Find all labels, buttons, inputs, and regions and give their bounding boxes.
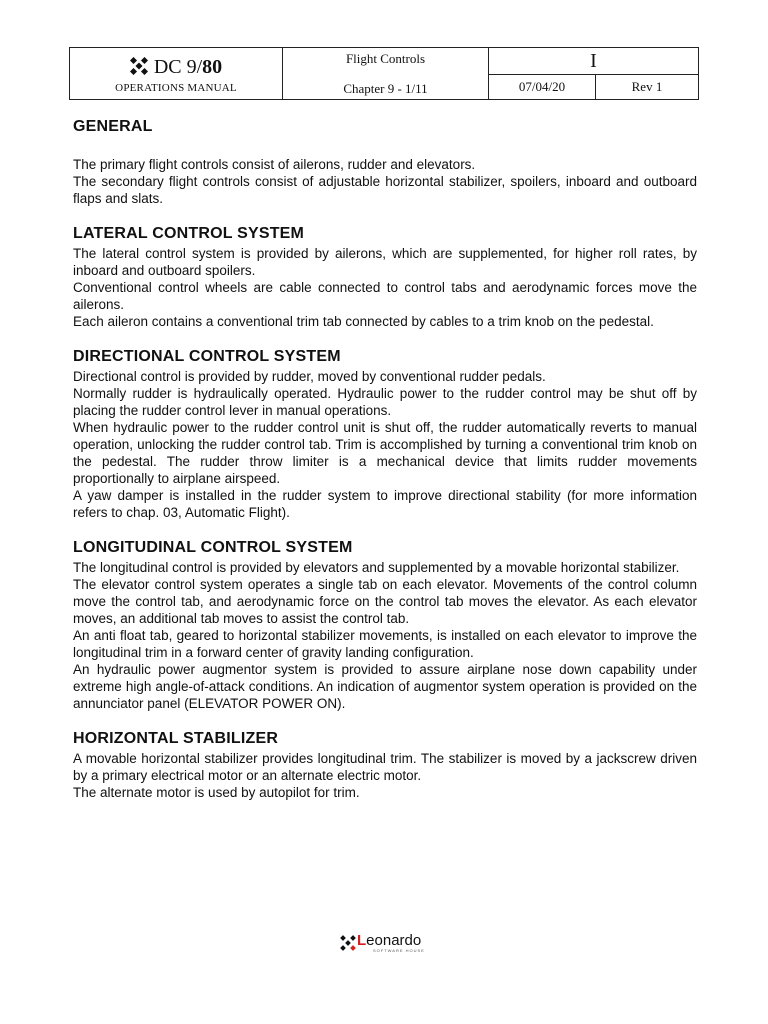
paragraph: The longitudinal control is provided by elevators and supplemented by a movable horizontal stabilizer. [73, 560, 680, 575]
paragraph: Conventional control wheels are cable connected to control tabs and aerodynamic forces move the ailerons. [73, 280, 697, 312]
section-title: Flight Controls [345, 51, 426, 66]
section-heading: HORIZONTAL STABILIZER [73, 730, 279, 747]
section-lateral-control [73, 224, 697, 330]
paragraph: The alternate motor is used by autopilot for trim. [73, 785, 360, 800]
aircraft-title [70, 56, 282, 79]
revision-mark: I [489, 48, 698, 75]
section-heading: LATERAL CONTROL SYSTEM [73, 225, 305, 242]
aircraft-variant: 80 [202, 56, 223, 78]
dc9-logo-icon [130, 57, 148, 75]
manual-title: OPERATIONS MANUAL [115, 82, 237, 94]
paragraph: When hydraulic power to the rudder control unit is shut off, the rudder automatically reverts to manual operation, unlocking the rudder control tab. Trim is accomplished by turning a conventional trim knob on the pedestal. The rudder throw limiter is a mechanical device that limits rudder movements proportionally to airplane airspeed. [73, 420, 697, 486]
header-section-cell [283, 48, 489, 100]
paragraph: Directional control is provided by rudder, moved by conventional rudder pedals. [73, 369, 546, 384]
header-revision-cell [489, 48, 698, 100]
paragraph: An anti float tab, geared to horizontal stabilizer movements, is installed on each elevator to improve the longitudinal trim in a forward center of gravity landing configuration. [73, 628, 697, 660]
paragraph: The secondary flight controls consist of adjustable horizontal stabilizer, spoilers, inboard and outboard flaps and slats. [73, 174, 697, 206]
paragraph: The primary flight controls consist of ailerons, rudder and elevators. [73, 157, 476, 172]
section-heading: LONGITUDINAL CONTROL SYSTEM [73, 539, 353, 556]
paragraph: A yaw damper is installed in the rudder system to improve directional stability (for more information refers to chap. 03, Automatic Flight). [73, 488, 697, 520]
paragraph: Each aileron contains a conventional trim tab connected by cables to a trim knob on the pedestal. [73, 314, 654, 329]
leonardo-wordmark: Leonardo [357, 932, 422, 949]
paragraph: The lateral control system is provided by ailerons, which are supplemented, for higher roll rates, by inboard and outboard spoilers. [73, 246, 697, 278]
page-header [69, 47, 699, 100]
chapter-label: Chapter 9 - 1/11 [343, 81, 428, 96]
section-heading: GENERAL [73, 118, 153, 135]
section-heading: DIRECTIONAL CONTROL SYSTEM [73, 348, 341, 365]
document-body [73, 117, 697, 801]
section-horizontal-stabilizer [73, 729, 697, 801]
leonardo-logo-icon [340, 935, 356, 951]
leonardo-logo [340, 933, 435, 955]
revision-number: Rev 1 [631, 79, 663, 94]
section-directional-control [73, 347, 697, 521]
section-general [73, 117, 697, 207]
paragraph: Normally rudder is hydraulically operated. Hydraulic power to the rudder control may be shut off by placing the rudder control lever in manual operations. [73, 386, 697, 418]
aircraft-name: DC 9/ [153, 56, 203, 78]
paragraph: A movable horizontal stabilizer provides longitudinal trim. The stabilizer is moved by a jackscrew driven by a primary electrical motor or an alternate electric motor. [73, 751, 697, 783]
header-logo-cell [70, 48, 283, 100]
leonardo-tagline: SOFTWARE HOUSE [373, 948, 425, 953]
paragraph: The elevator control system operates a single tab on each elevator. Movements of the control column move the control tab, and aerodynamic force on the control tab moves the elevator. As each elevator moves, an additional tab moves to assist the control tab. [73, 577, 697, 626]
section-longitudinal-control [73, 538, 697, 712]
revision-date: 07/04/20 [489, 74, 596, 100]
paragraph: An hydraulic power augmentor system is provided to assure airplane nose down capability under extreme high angle-of-attack conditions. An indication of augmentor system operation is provided on the annunciator panel (ELEVATOR POWER ON). [73, 662, 697, 711]
